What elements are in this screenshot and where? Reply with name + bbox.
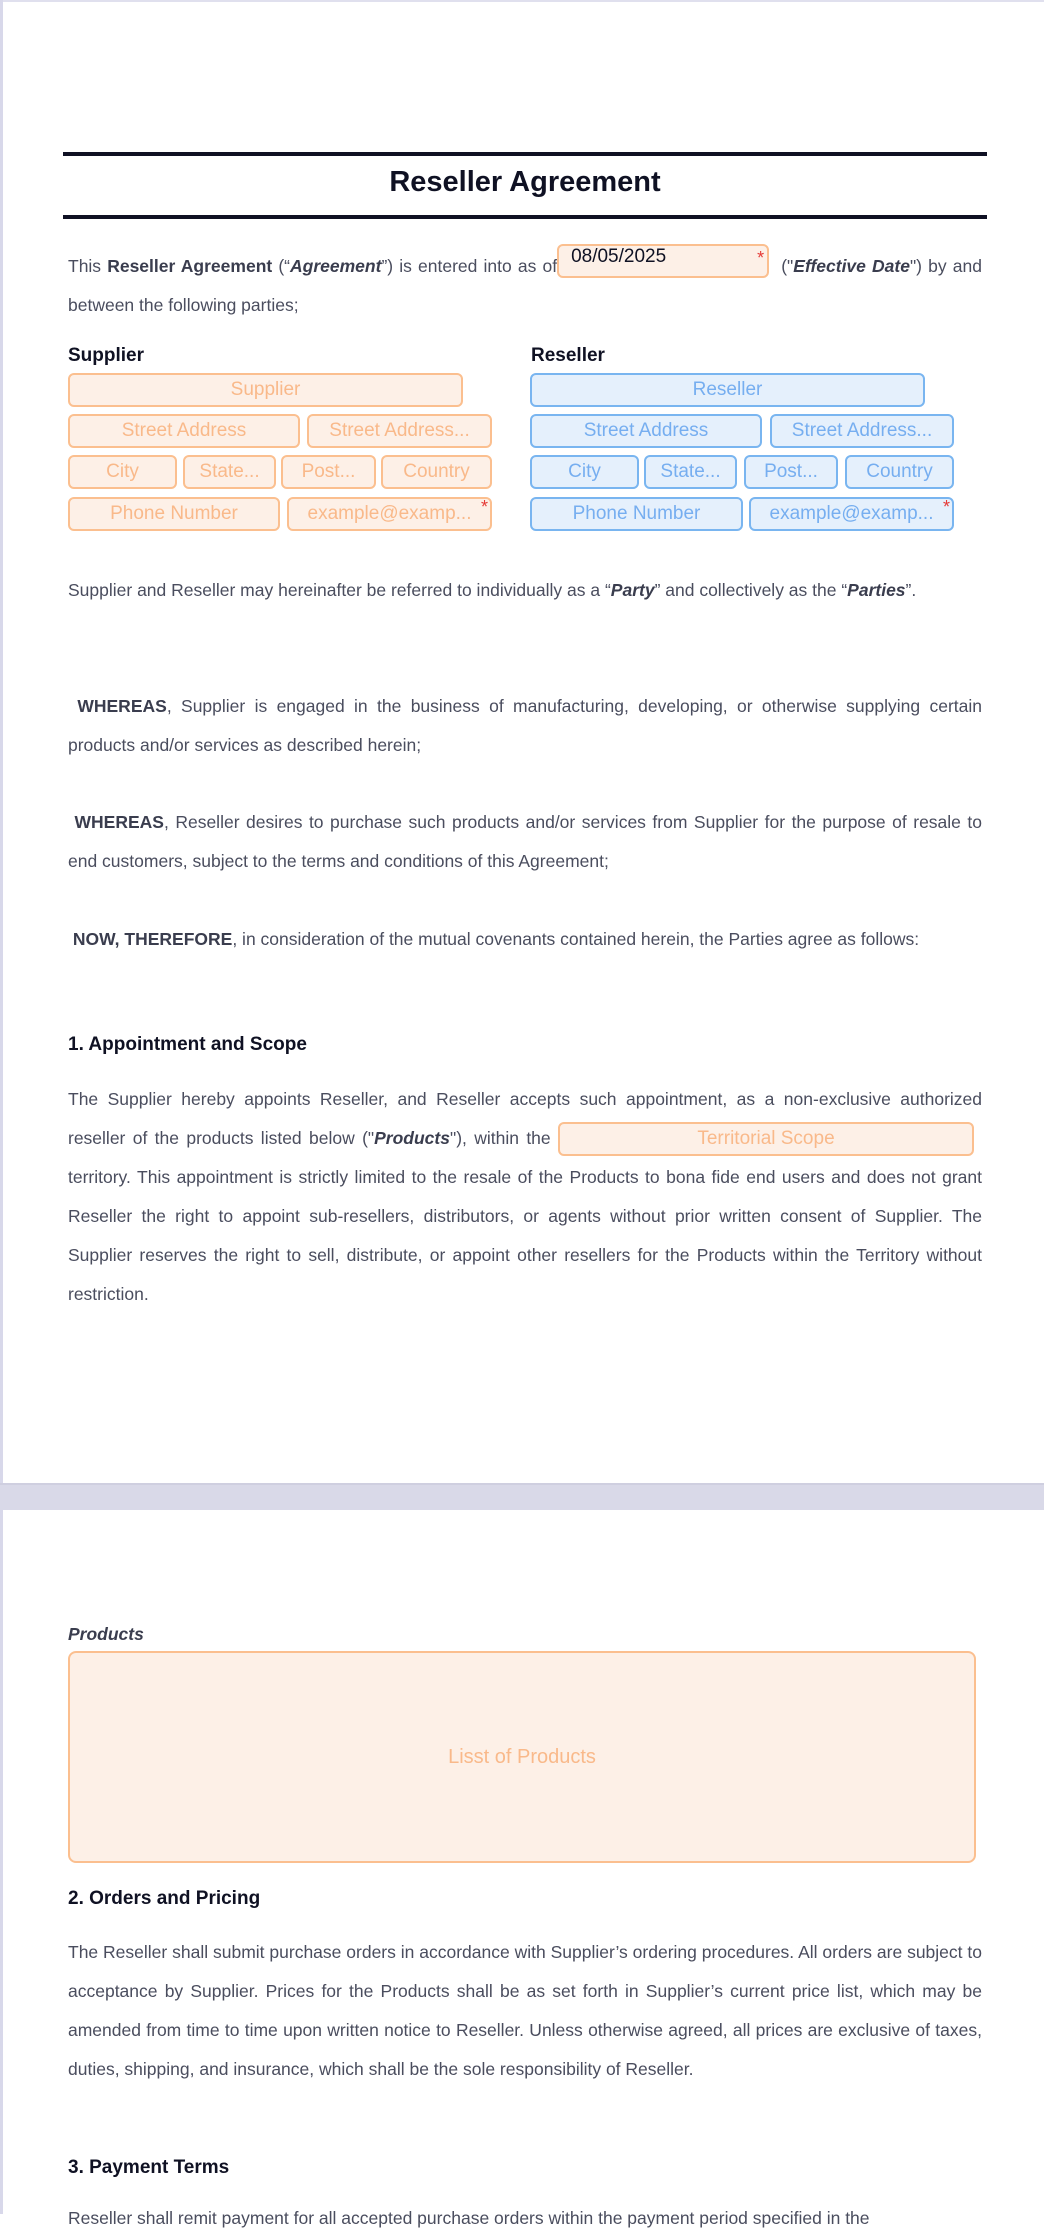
section-3-heading: 3. Payment Terms (68, 2157, 230, 2178)
page-left-border (0, 0, 3, 2214)
reseller-postal-field[interactable]: Post... (744, 455, 838, 489)
title-rule-top (63, 152, 987, 156)
required-marker: * (757, 248, 765, 269)
whereas-paragraph-2: WHEREAS, Reseller desires to purchase such products and/or services from Supplier for the purpose of resale to end customers, subject to the terms and conditions of this Agreement; (68, 812, 982, 871)
page-top-border (0, 0, 1044, 2)
title-rule-bottom (63, 215, 987, 219)
reseller-country-field[interactable]: Country (845, 455, 954, 489)
supplier-postal-field[interactable]: Post... (281, 455, 376, 489)
products-list-field[interactable]: Lisst of Products (68, 1651, 976, 1863)
required-marker: * (481, 497, 489, 517)
territorial-scope-field[interactable]: Territorial Scope (558, 1122, 974, 1156)
supplier-city-field[interactable]: City (68, 455, 177, 489)
section-2-heading: 2. Orders and Pricing (68, 1888, 261, 1909)
intro-paragraph: This Reseller Agreement (“Agreement”) is entered into as of 08/05/2025 * ("Effective Date") by and between the following parties; (68, 246, 982, 315)
page-break (0, 1483, 1044, 1510)
supplier-phone-field[interactable]: Phone Number (68, 497, 280, 531)
supplier-label: Supplier (68, 345, 145, 366)
reseller-email-field[interactable]: example@examp... (749, 497, 954, 531)
whereas-paragraph-1: WHEREAS, Supplier is engaged in the business of manufacturing, developing, or otherwise supplying certain products and/or services as described herein; (68, 696, 982, 755)
reseller-city-field[interactable]: City (530, 455, 639, 489)
reseller-state-field[interactable]: State... (644, 455, 737, 489)
reseller-phone-field[interactable]: Phone Number (530, 497, 743, 531)
section-2-paragraph: The Reseller shall submit purchase orders in accordance with Supplier’s ordering procedures. All orders are subject to acceptance by Supplier. Prices for the Products shall be as set forth in Supplier’s current price list, which may be amended from time to time upon written notice to Reseller. Unless otherwise agreed, all prices are exclusive of taxes, duties, shipping, and insurance, which shall be the sole responsibility of Reseller. (68, 1942, 982, 2079)
reseller-street2-field[interactable]: Street Address... (770, 414, 954, 448)
supplier-name-field[interactable]: Supplier (68, 373, 463, 407)
section-1-paragraph: The Supplier hereby appoints Reseller, and Reseller accepts such appointment, as a non-exclusive authorized reseller of the products listed below ("Products"), within the Territorial Scopeterritory. This appointment is strictly limited to the resale of the Products to bona fide end users and does not grant Reseller the right to appoint sub-resellers, distributors, or agents without prior written consent of Supplier. The Supplier reserves the right to sell, distribute, or appoint other resellers for the Products within the Territory without restriction. (68, 1089, 982, 1304)
page-title: Reseller Agreement (389, 166, 661, 198)
section-3-paragraph: Reseller shall remit payment for all accepted purchase orders within the payment period specified in the (68, 2208, 870, 2228)
effective-date-field[interactable]: 08/05/2025 * (557, 244, 769, 278)
supplier-email-field[interactable]: example@examp... (287, 497, 492, 531)
supplier-state-field[interactable]: State... (183, 455, 276, 489)
supplier-country-field[interactable]: Country (381, 455, 492, 489)
reseller-name-field[interactable]: Reseller (530, 373, 925, 407)
section-1-heading: 1. Appointment and Scope (68, 1034, 307, 1055)
required-marker: * (943, 497, 951, 517)
supplier-street-field[interactable]: Street Address (68, 414, 300, 448)
reseller-label: Reseller (531, 345, 605, 366)
products-label: Products (68, 1624, 144, 1644)
supplier-street2-field[interactable]: Street Address... (307, 414, 492, 448)
now-therefore-paragraph: NOW, THEREFORE, in consideration of the mutual covenants contained herein, the Parties agree as follows: (72, 929, 920, 949)
parties-paragraph: Supplier and Reseller may hereinafter be referred to individually as a “Party” and collectively as the “Parties”. (68, 580, 917, 600)
reseller-street-field[interactable]: Street Address (530, 414, 762, 448)
